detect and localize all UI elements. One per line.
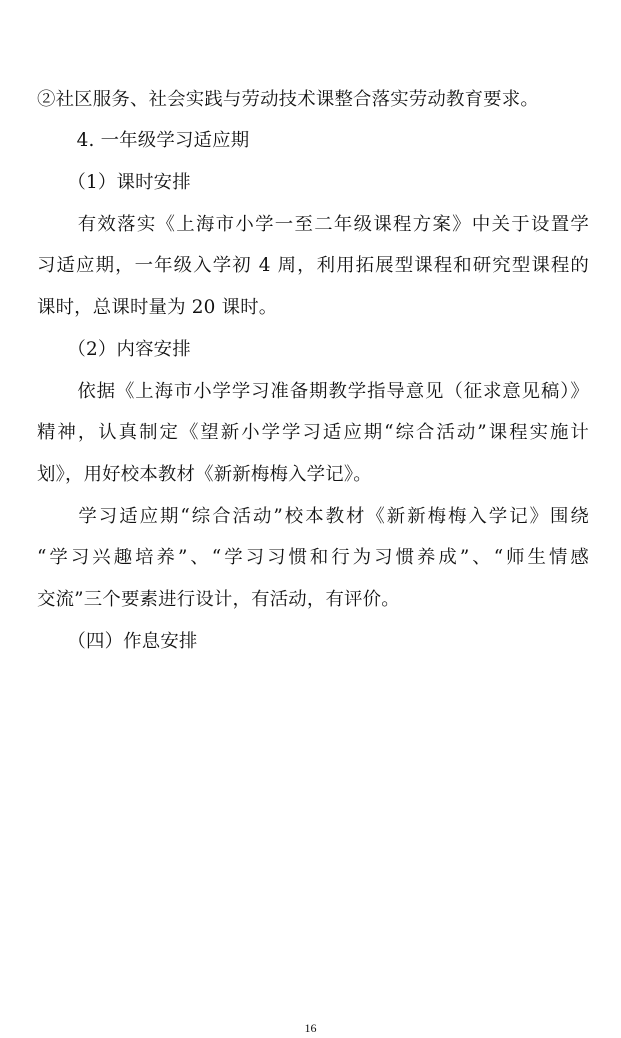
paragraph-activity-line-3: 交流”三个要素进行设计，有活动，有评价。 [37,589,400,610]
page-number: 16 [304,1021,317,1035]
paragraph-content-line-2: 精神，认真制定《望新小学学习适应期“综合活动”课程实施计 [37,422,589,443]
paragraph-activity-line-1: 学习适应期“综合活动”校本教材《新新梅梅入学记》围绕 [58,506,589,527]
paragraph-content-line-1: 依据《上海市小学学习准备期教学指导意见（征求意见稿）》 [58,381,589,402]
paragraph-class-hours-line-3: 课时，总课时量为 20 课时。 [37,297,278,318]
paragraph-content-line-3: 划》，用好校本教材《新新梅梅入学记》。 [37,464,372,485]
heading-first-grade-adaptation: 4. 一年级学习适应期 [58,130,250,151]
paragraph-class-hours-line-2: 习适应期，一年级入学初 4 周，利用拓展型课程和研究型课程的 [37,255,589,276]
subheading-content: （2）内容安排 [58,339,191,360]
paragraph-activity-line-2: “学习兴趣培养”、“学习习惯和行为习惯养成”、“师生情感 [37,547,589,568]
heading-schedule: （四）作息安排 [58,631,198,652]
subheading-class-hours: （1）课时安排 [58,172,191,193]
paragraph-labor-education: ②社区服务、社会实践与劳动技术课整合落实劳动教育要求。 [37,89,539,110]
paragraph-class-hours-line-1: 有效落实《上海市小学一至二年级课程方案》中关于设置学 [58,214,589,235]
